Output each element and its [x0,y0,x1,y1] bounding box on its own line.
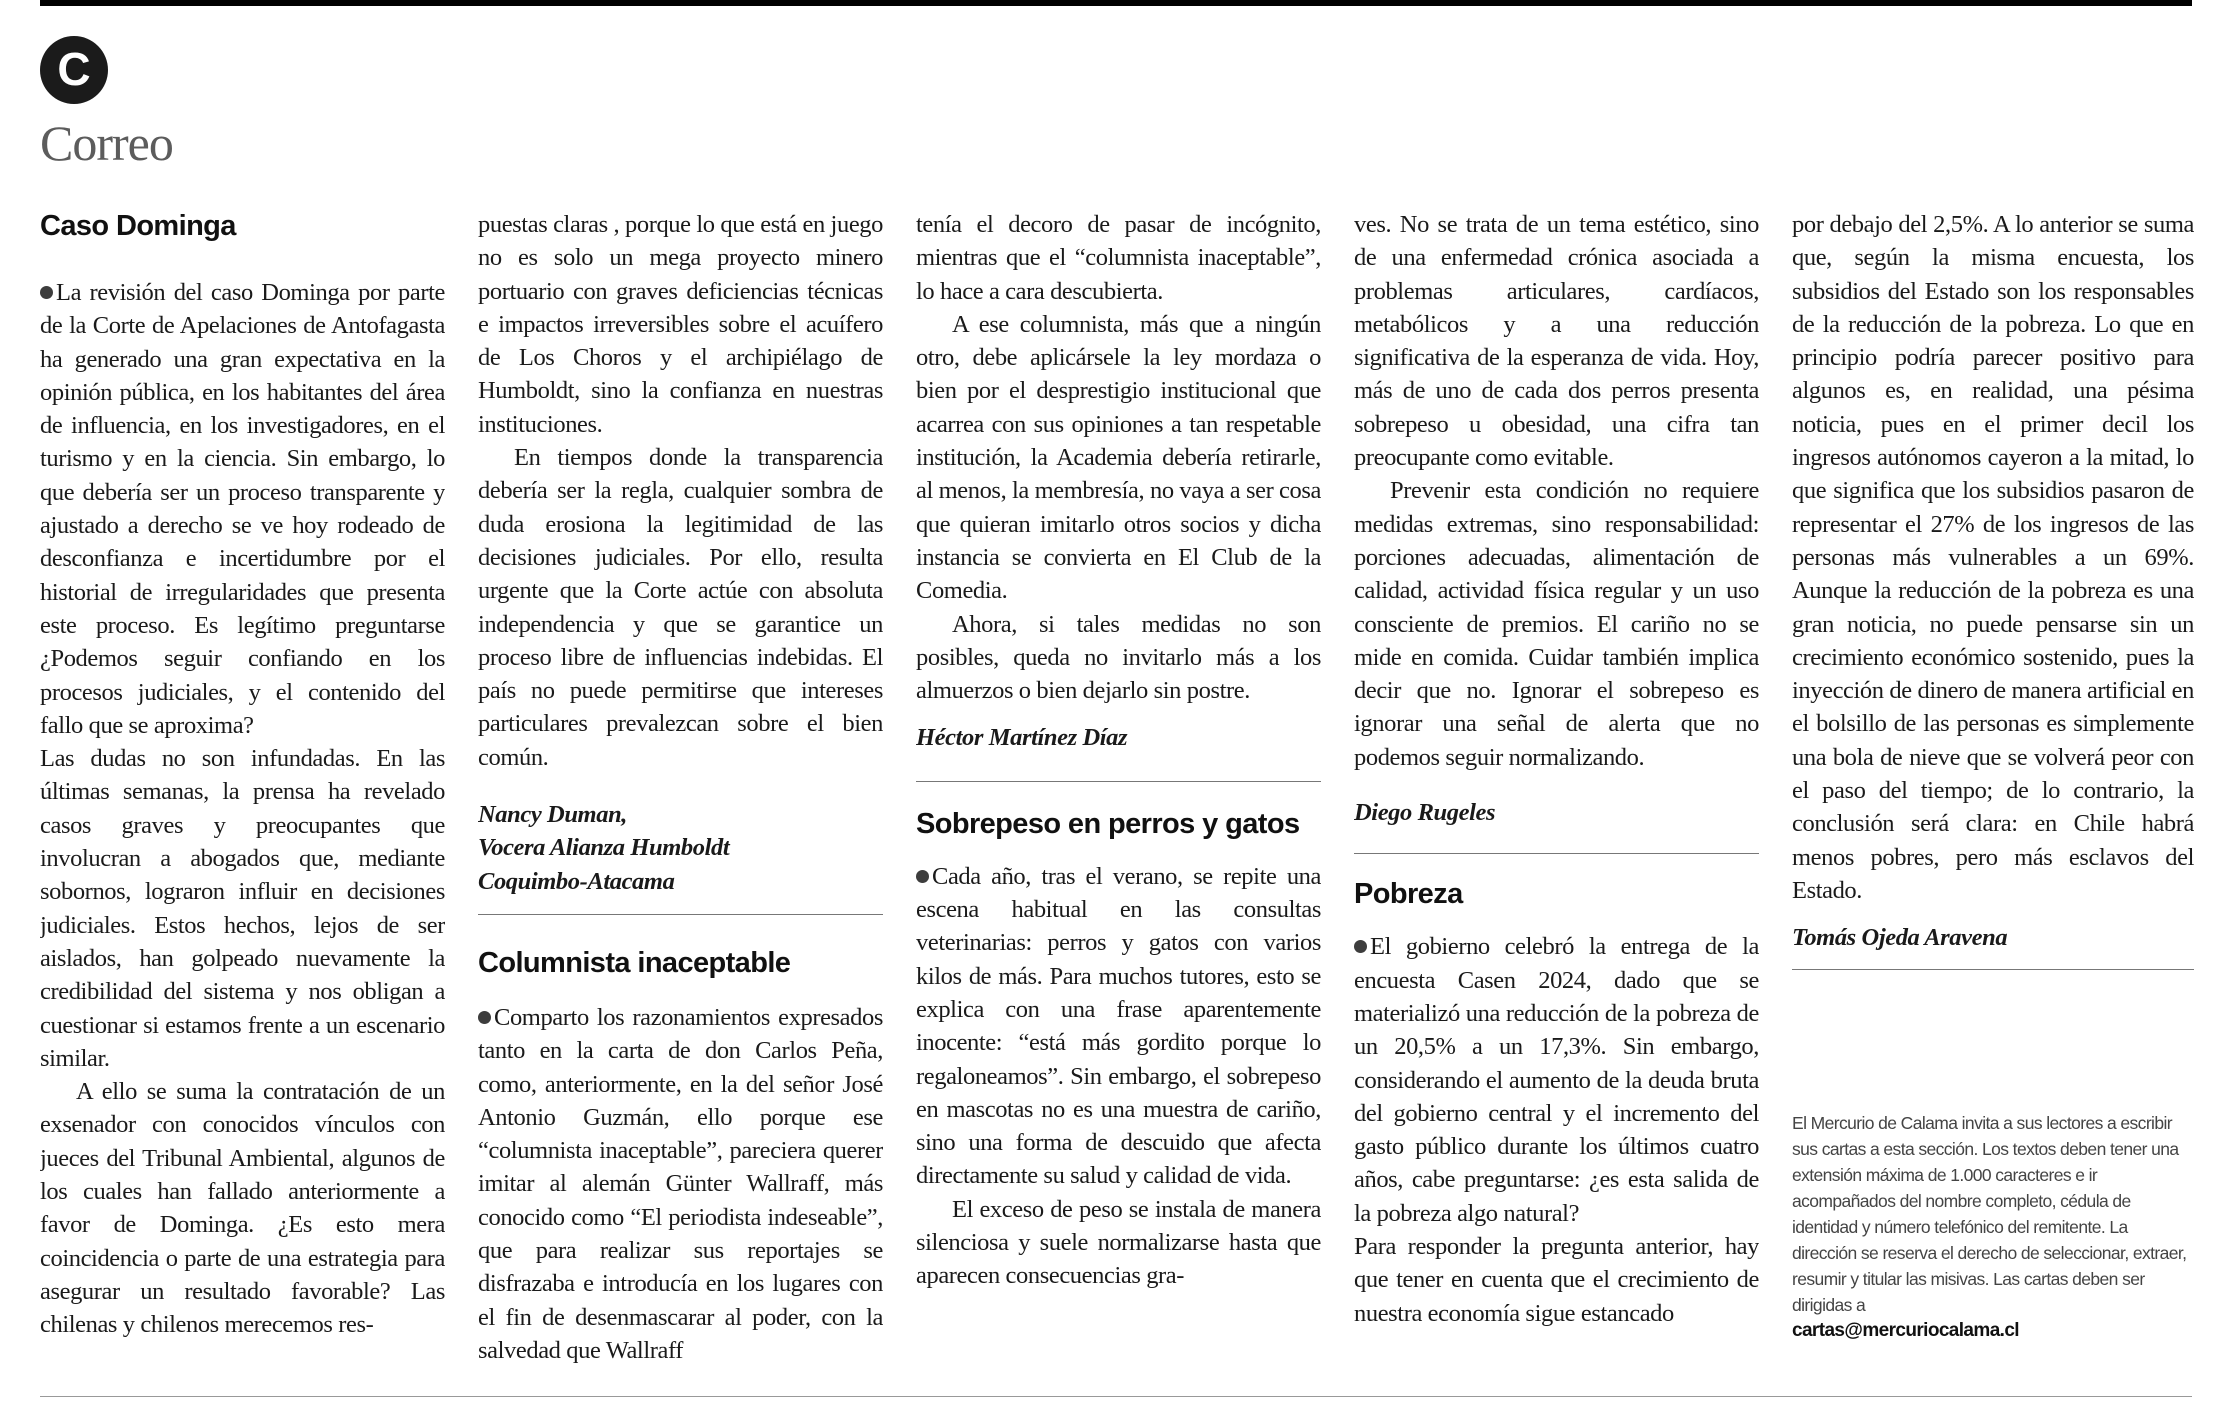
editor-note [1792,1110,2194,1344]
letter-paragraph: El gobierno celebró la entrega de la encuesta Casen 2024, dado que se materializó una reducción de la pobreza de un 20,5% a un 17,3%. Sin embargo, considerando el aumento de la deuda bruta del gobierno central y el incremento del gasto público durante los últimos cuatro años, cabe preguntarse: ¿es esta salida de la pobreza algo natural? [1354,933,1759,1227]
letter-paragraph: En tiempos donde la transparencia debería ser la regla, cualquier sombra de duda erosiona la legitimidad de las decisiones judiciales. Por ello, resulta urgente que la Corte actúe con absoluta independencia y que se garantice un proceso libre de influencias indebidas. El país no puede permitirse que intereses particulares prevalezcan sobre el bien común. [478,444,883,771]
signature-name: Diego Rugeles [1354,799,1496,827]
letter-paragraph: Para responder la pregunta anterior, hay que tener en cuenta que el crecimiento de nuestra economía sigue estancado [1354,1233,1759,1327]
letter-title-caso-dominga: Caso Dominga [40,210,236,242]
editor-email-link[interactable]: cartas@mercuriocalama.cl [1792,1319,2019,1341]
editor-note-text: El Mercurio de Calama invita a sus lectores a escribir sus cartas a esta sección. Los textos deben tener una extensión máxima de 1.000 caracteres e ir acompañados del nombre completo, cédula de identidad y número telefónico del remitente. La dirección se reserva el derecho de seleccionar, extraer, resumir y titular las misivas. Las cartas deben ser dirigidas a [1792,1112,2187,1315]
letter-paragraph: por debajo del 2,5%. A lo anterior se suma que, según la misma encuesta, los subsidios del Estado son los responsables de la reducción de la pobreza. Lo que en principio podría parecer positivo para algunos es, en realidad, una pésima noticia, pues en el primer decil los ingresos autónomos cayeron a la mitad, lo que significa que los subsidios pasaron de representar el 27% de los ingresos de las personas más vulnerables a un 69%. Aunque la reducción de la pobreza es una gran noticia, no puede pensarse sin un crecimiento económico sostenido, pues la inyección de dinero de manera artificial en el bolsillo de las personas es simplemente una bola de nieve que se volverá peor con el paso del tiempo; de lo contrario, la conclusión será clara: en Chile habrá menos pobres, pero más esclavos del Estado. [1792,211,2194,904]
bullet-icon [40,286,53,299]
signature-name: Héctor Martínez Díaz [916,724,1128,752]
bullet-icon [478,1011,491,1024]
letter-paragraph: Prevenir esta condición no requiere medidas extremas, sino responsabilidad: porciones adecuadas, alimentación de calidad, actividad física regular y un uso consciente de premios. El cariño no se mide en comida. Cuidar también implica decir que no. Ignorar el sobrepeso es ignorar una señal de alerta que no podemos seguir normalizando. [1354,477,1759,771]
letter-paragraph: Cada año, tras el verano, se repite una escena habitual en las consultas veterinarias: perros y gatos con varios kilos de más. Para muchos tutores, esto se explica con una frase aparentemente inocente: “está más gordito porque lo regaloneamos”. Sin embargo, el sobrepeso en mascotas no es una muestra de cariño, sino una forma de descuido que afecta directamente su salud y calidad de vida. [916,862,1321,1190]
letter-paragraph: Comparto los razonamientos expresados tanto en la carta de don Carlos Peña, como, anteriormente, en la del señor José Antonio Guzmán, ello porque ese “columnista inaceptable”, pareciera querer imitar al alemán Günter Wallraff, más conocido como “El periodista indeseable”, que para realizar sus reportajes se disfrazaba e introducía en los lugares con el fin de desenmascarar al poder, con la salvedad que Wallraff [478,1003,883,1364]
letter-paragraph: tenía el decoro de pasar de incógnito, mientras que el “columnista inaceptable”, lo hace a cara descubierta. [916,211,1321,305]
letter-paragraph: Las dudas no son infundadas. En las últimas semanas, la prensa ha revelado casos graves y preocupantes que involucran a abogados que, mediante sobornos, lograron influir en decisiones judiciales. Estos hechos, lejos de ser aislados, han golpeado nuevamente la credibilidad del sistema y nos obligan a cuestionar si estamos frente a un escenario similar. [40,745,445,1072]
column-2 [478,208,883,1388]
signature-name: Nancy Duman, [478,801,628,829]
letter-paragraph: La revisión del caso Dominga por parte de la Corte de Apelaciones de Antofagasta ha generado una gran expectativa en la opinión pública, en los habitantes del área de influencia, en los investigadores, en el turismo y en la ciencia. Sin embargo, lo que debería ser un proceso transparente y ajustado a derecho se ve hoy rodeado de desconfianza e incertidumbre por el historial de irregularidades que presenta este proceso. Es legítimo preguntarse ¿Podemos seguir confiando en los procesos judiciales, y el contenido del fallo que se aproxima? [40,279,445,739]
letter-paragraph: A ello se suma la contratación de un exsenador con conocidos vínculos con jueces del Tribunal Ambiental, algunos de los cuales han fallado anteriormente a favor de Dominga. ¿Es esto mera coincidencia o parte de una estrategia para asegurar un resultado favorable? Las chilenas y chilenos merecemos res- [40,1078,445,1339]
section-logo-icon: C [40,36,108,104]
letter-title-sobrepeso: Sobrepeso en perros y gatos [916,807,1300,840]
letter-title-columnista-inaceptable: Columnista inaceptable [478,946,791,979]
signature-place: Coquimbo-Atacama [478,867,675,895]
letter-paragraph: El exceso de peso se instala de manera silenciosa y suele normalizarse hasta que aparecen consecuencias gra- [916,1195,1321,1290]
column-4 [1354,208,1759,1388]
letter-paragraph: puestas claras , porque lo que está en juego no es solo un mega proyecto minero portuario con graves deficiencias técnicas e impactos irreversibles sobre el acuífero de Los Choros y el archipiélago de Humboldt, sino la confianza en nuestras instituciones. [478,211,883,438]
signature-name: Tomás Ojeda Aravena [1792,924,2008,952]
signature-role: Vocera Alianza Humboldt [478,834,730,862]
column-5 [1792,208,2194,1388]
column-3 [916,208,1321,1388]
section-title: Correo [40,115,173,171]
bullet-icon [1354,940,1367,953]
bottom-rule [40,1396,2192,1397]
letter-paragraph: A ese columnista, más que a ningún otro, debe aplicársele la ley mordaza o bien por el desprestigio institucional que acarrea con sus opiniones a tan respetable institución, la Academia debería retirarle, al menos, la membresía, no vaya a ser cosa que quieran imitarlo otros socios y dicha instancia se convierta en El Club de la Comedia. [916,310,1321,605]
top-rule [40,0,2192,6]
letter-paragraph: ves. No se trata de un tema estético, sino de una enfermedad crónica asociada a problemas articulares, cardíacos, metabólicos y a una reducción significativa de la esperanza de vida. Hoy, más de uno de cada dos perros presenta sobrepeso u obesidad, una cifra tan preocupante como evitable. [1354,211,1759,472]
bullet-icon [916,870,929,883]
letter-paragraph: Ahora, si tales medidas no son posibles, queda no invitarlo más a los almuerzos o bien dejarlo sin postre. [916,610,1321,705]
column-1 [40,208,445,1388]
letter-title-pobreza: Pobreza [1354,878,1463,911]
